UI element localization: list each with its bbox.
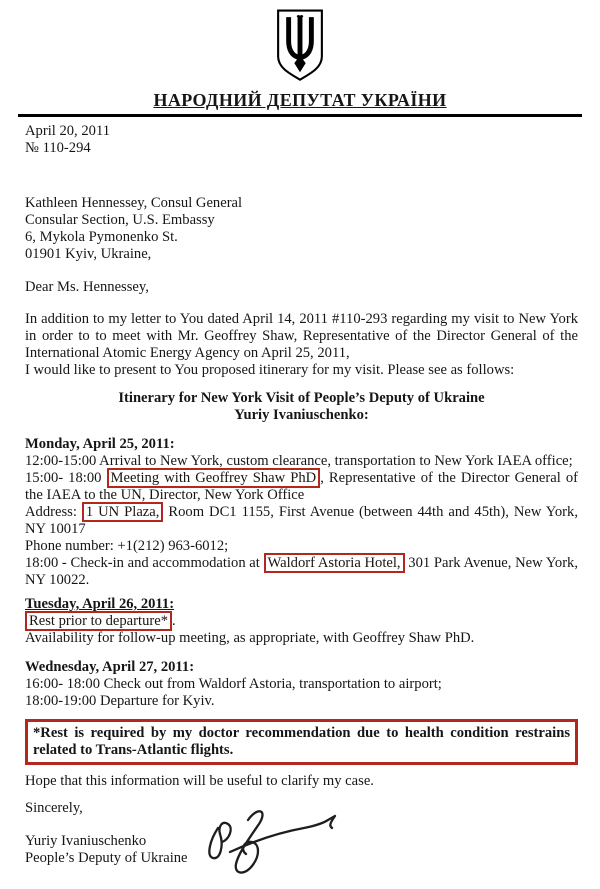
monday-phone-line: Phone number: +1(212) 963-6012; (25, 538, 229, 554)
address-label: Address: (25, 504, 82, 520)
meeting-time: 15:00- 18:00 (25, 470, 107, 486)
wednesday-departure-line: 18:00-19:00 Departure for Kyiv. (25, 693, 215, 709)
itinerary-monday (25, 436, 578, 589)
ukraine-trident-emblem (272, 7, 328, 85)
letter-meta (25, 123, 578, 157)
highlight-box-waldorf: Waldorf Astoria Hotel, (264, 553, 405, 573)
itinerary-wednesday (25, 659, 578, 710)
rest-period: . (172, 613, 176, 629)
itinerary-title (25, 390, 578, 424)
address-rest: Room DC1 1155, First Avenue (between 44th and 45th), New York, NY 10017 (25, 504, 578, 537)
recipient-block (25, 195, 578, 263)
letterhead-rule (18, 114, 582, 117)
recipient-city-line: 01901 Kyiv, Ukraine, (25, 246, 152, 262)
handwritten-signature (196, 798, 346, 883)
tuesday-heading: Tuesday, April 26, 2011: (25, 596, 175, 612)
letter-ref-number: № 110-294 (25, 140, 91, 156)
monday-checkin-line (25, 555, 578, 589)
signer-name: Yuriy Ivaniuschenko (25, 833, 147, 849)
tuesday-rest-line (25, 613, 578, 630)
monday-meeting-line (25, 470, 578, 504)
highlight-box-rest: Rest prior to departure* (25, 611, 172, 631)
itinerary-title-line1: Itinerary for New York Visit of People’s Deputy of Ukraine (118, 390, 485, 406)
checkin-rest: 301 Park Avenue, New York, NY 10022. (25, 555, 579, 588)
monday-heading: Monday, April 25, 2011: (25, 436, 175, 452)
tuesday-availability-line: Availability for follow-up meeting, as appropriate, with Geoffrey Shaw PhD. (25, 630, 475, 646)
itinerary-title-line2: Yuriy Ivaniuschenko: (234, 407, 369, 423)
letterhead-title: НАРОДНИЙ ДЕПУТАТ УКРАЇНИ (153, 90, 447, 110)
closing-hope-line: Hope that this information will be useful to clarify my case. (25, 773, 374, 789)
letter-body (0, 123, 600, 867)
highlight-box-un-plaza: 1 UN Plaza, (82, 502, 164, 522)
checkin-lead: 18:00 - Check-in and accommodation at (25, 555, 264, 571)
intro-block (25, 311, 578, 379)
recipient-street-line: 6, Mykola Pymonenko St. (25, 229, 178, 245)
intro-paragraph: In addition to my letter to You dated April 14, 2011 #110-293 regarding my visit to New York in order to to meet with Mr. Geoffrey Shaw, Representative of the Director General of the International Atomic Energy Agency on April 25, 2011, (25, 311, 578, 361)
itinerary-tuesday (25, 596, 578, 647)
closing-sincerely: Sincerely, (25, 800, 83, 816)
letter-date: April 20, 2011 (25, 123, 110, 139)
wednesday-heading: Wednesday, April 27, 2011: (25, 659, 195, 675)
highlight-box-meeting: Meeting with Geoffrey Shaw PhD (107, 468, 321, 488)
salutation: Dear Ms. Hennessey, (25, 279, 149, 295)
signer-title: People’s Deputy of Ukraine (25, 850, 188, 866)
meeting-rest: , Representative of the Director General of the IAEA to the UN, Director, New York Office (25, 470, 578, 503)
recipient-name-line: Kathleen Hennessey, Consul General (25, 195, 243, 211)
footnote-highlight-box: *Rest is required by my doctor recommendation due to health condition restrains related to Trans-Atlantic flights. (25, 719, 578, 765)
intro-lead-in: I would like to present to You proposed itinerary for my visit. Please see as follows: (25, 362, 515, 378)
recipient-org-line: Consular Section, U.S. Embassy (25, 212, 215, 228)
monday-address-line (25, 504, 578, 538)
wednesday-checkout-line: 16:00- 18:00 Check out from Waldorf Astoria, transportation to airport; (25, 676, 442, 692)
monday-arrival-line: 12:00-15:00 Arrival to New York, custom clearance, transportation to New York IAEA office; (25, 453, 573, 469)
